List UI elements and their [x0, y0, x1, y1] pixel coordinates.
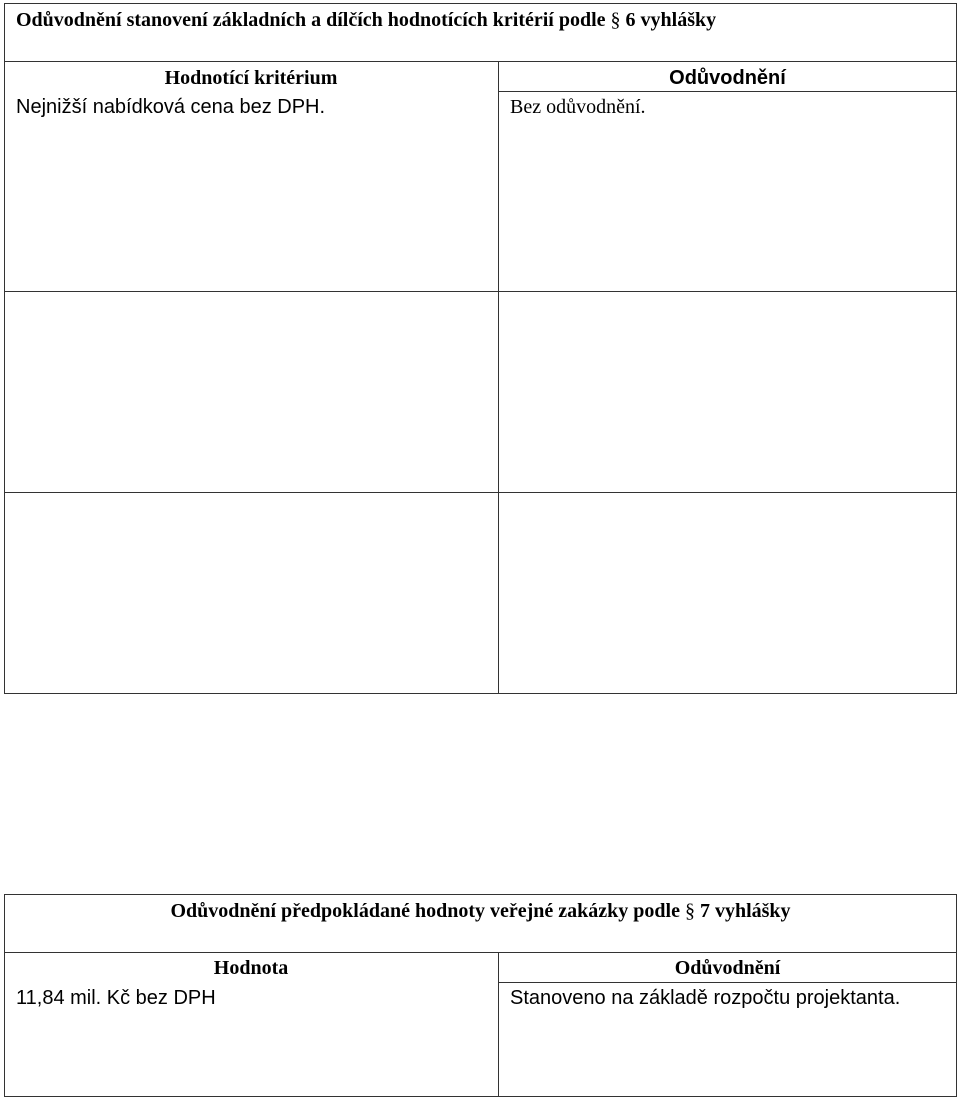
row-divider — [4, 291, 957, 292]
title-divider — [4, 61, 957, 62]
column-divider — [498, 61, 499, 694]
header-divider-right — [498, 91, 957, 92]
paragraph-sign: § — [610, 9, 621, 31]
title-divider — [4, 952, 957, 953]
value-title-suffix: 7 vyhlášky — [699, 900, 791, 922]
value-table-title — [4, 901, 957, 921]
criteria-table-title — [16, 10, 716, 30]
row-divider — [4, 492, 957, 493]
justification-column-header: Odůvodnění — [674, 957, 781, 979]
value-cell: 11,84 mil. Kč bez DPH — [16, 987, 216, 1009]
justification-cell: Stanoveno na základě rozpočtu projektanta. — [510, 987, 901, 1009]
criteria-title-text: Odůvodnění stanovení základních a dílčích hodnotících kritérií podle — [16, 9, 606, 31]
justification-cell: Bez odůvodnění. — [510, 96, 646, 118]
criteria-title-suffix: 6 vyhlášky — [625, 9, 717, 31]
criterion-cell: Nejnižší nabídková cena bez DPH. — [16, 96, 326, 118]
value-title-text: Odůvodnění předpokládané hodnoty veřejné zakázky podle — [170, 900, 680, 922]
header-divider-right — [498, 982, 957, 983]
paragraph-sign: § — [684, 900, 695, 922]
value-column-header: Hodnota — [213, 957, 289, 979]
criteria-column-header: Hodnotící kritérium — [164, 67, 338, 89]
justification-column-header: Odůvodnění — [669, 67, 786, 89]
